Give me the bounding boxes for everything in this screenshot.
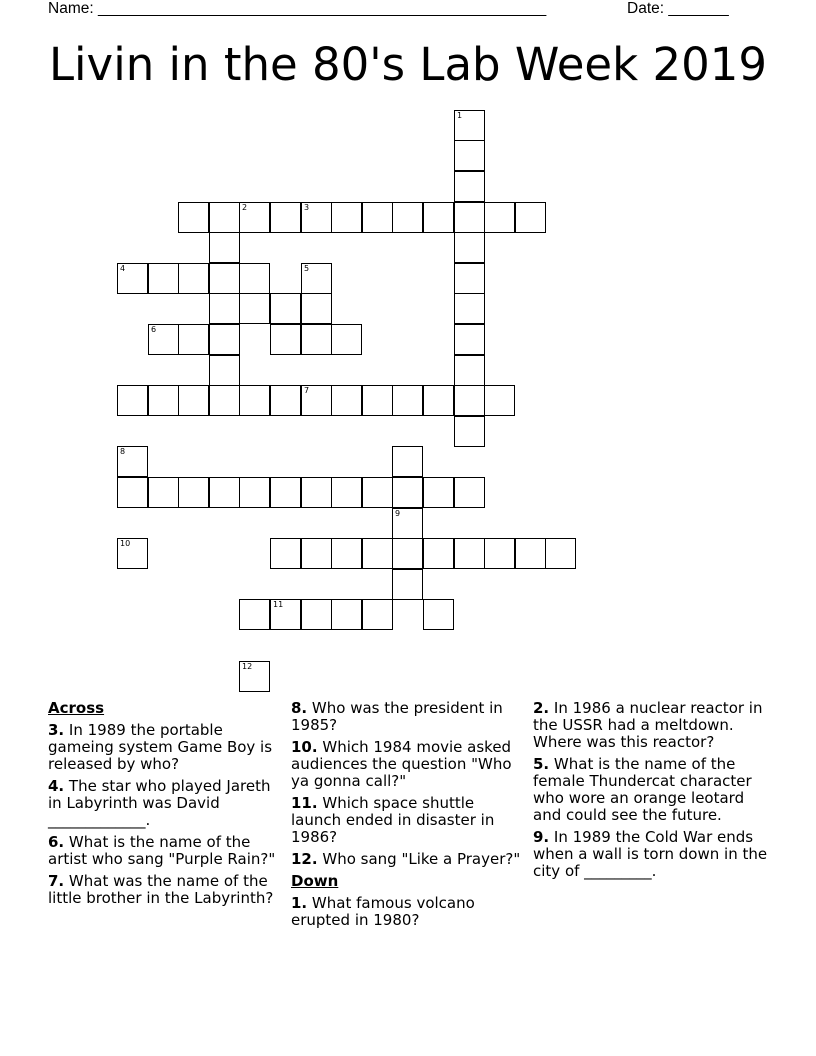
grid-cell[interactable] xyxy=(362,538,393,569)
grid-cell[interactable] xyxy=(117,538,148,569)
clue-number-label: 8 xyxy=(120,447,126,456)
clue-number: 4. xyxy=(48,777,65,795)
grid-cell[interactable] xyxy=(178,202,209,233)
grid-cell[interactable] xyxy=(270,385,301,416)
grid-cell[interactable] xyxy=(178,477,209,508)
clue-number-label: 6 xyxy=(151,325,157,334)
across-heading: Across xyxy=(48,699,105,717)
grid-cell[interactable] xyxy=(454,385,485,416)
grid-cell[interactable] xyxy=(454,140,485,171)
clues-column-1 xyxy=(48,700,280,912)
down-heading: Down xyxy=(291,872,339,890)
grid-cell[interactable] xyxy=(239,661,270,692)
clues-column-3 xyxy=(533,700,768,885)
grid-cell[interactable] xyxy=(392,569,423,600)
grid-cell[interactable] xyxy=(239,263,270,294)
grid-cell[interactable] xyxy=(148,385,179,416)
grid-cell[interactable] xyxy=(331,324,362,355)
grid-cell[interactable] xyxy=(239,293,270,324)
grid-cell[interactable] xyxy=(301,385,332,416)
grid-cell[interactable] xyxy=(362,202,393,233)
grid-cell[interactable] xyxy=(270,599,301,630)
grid-cell[interactable] xyxy=(117,385,148,416)
page-title: Livin in the 80's Lab Week 2019 xyxy=(48,38,768,91)
grid-cell[interactable] xyxy=(117,263,148,294)
grid-cell[interactable] xyxy=(117,477,148,508)
grid-cell[interactable] xyxy=(423,538,454,569)
grid-cell[interactable] xyxy=(301,263,332,294)
grid-cell[interactable] xyxy=(423,385,454,416)
date-field-label: Date: _______ xyxy=(627,0,729,17)
grid-cell[interactable] xyxy=(301,477,332,508)
grid-cell[interactable] xyxy=(239,385,270,416)
clue-text: The star who played Jareth in Labyrinth was David _____________. xyxy=(48,777,271,829)
grid-cell[interactable] xyxy=(209,202,240,233)
clue-text: In 1986 a nuclear reactor in the USSR had a meltdown. Where was this reactor? xyxy=(533,699,763,751)
grid-cell[interactable] xyxy=(454,202,485,233)
grid-cell[interactable] xyxy=(148,263,179,294)
grid-cell[interactable] xyxy=(545,538,576,569)
grid-cell[interactable] xyxy=(178,324,209,355)
grid-cell[interactable] xyxy=(362,599,393,630)
grid-cell[interactable] xyxy=(454,171,485,202)
clue-number-label: 10 xyxy=(120,539,131,548)
clue-number: 6. xyxy=(48,833,65,851)
across-clue xyxy=(48,834,280,868)
clue-number-label: 9 xyxy=(395,509,401,518)
grid-cell[interactable] xyxy=(301,202,332,233)
down-clue xyxy=(533,829,768,880)
grid-cell[interactable] xyxy=(362,385,393,416)
grid-cell[interactable] xyxy=(270,202,301,233)
name-field-label: Name: ____________________________________________________ xyxy=(48,0,547,17)
grid-cell[interactable] xyxy=(392,538,423,569)
clue-number-label: 1 xyxy=(457,111,463,120)
grid-cell[interactable] xyxy=(515,202,546,233)
clue-number-label: 3 xyxy=(304,203,310,212)
grid-cell[interactable] xyxy=(484,538,515,569)
grid-cell[interactable] xyxy=(454,355,485,386)
across-clue xyxy=(48,873,280,907)
grid-cell[interactable] xyxy=(392,202,423,233)
clue-text: What is the name of the artist who sang "Purple Rain?" xyxy=(48,833,276,868)
clue-text: What was the name of the little brother in the Labyrinth? xyxy=(48,872,274,907)
grid-cell[interactable] xyxy=(301,324,332,355)
grid-cell[interactable] xyxy=(423,202,454,233)
clue-number-label: 2 xyxy=(242,203,248,212)
grid-cell[interactable] xyxy=(209,324,240,355)
across-clue xyxy=(291,851,521,868)
across-clue xyxy=(48,722,280,773)
down-clue xyxy=(291,895,521,929)
grid-cell[interactable] xyxy=(209,385,240,416)
clue-text: Which space shuttle launch ended in disaster in 1986? xyxy=(291,794,495,846)
grid-cell[interactable] xyxy=(301,538,332,569)
grid-cell[interactable] xyxy=(392,508,423,539)
grid-cell[interactable] xyxy=(239,599,270,630)
clue-text: Who sang "Like a Prayer?" xyxy=(322,850,521,868)
grid-cell[interactable] xyxy=(454,232,485,263)
clue-number: 8. xyxy=(291,699,308,717)
grid-cell[interactable] xyxy=(239,202,270,233)
grid-cell[interactable] xyxy=(239,477,270,508)
clue-text: Who was the president in 1985? xyxy=(291,699,503,734)
grid-cell[interactable] xyxy=(270,538,301,569)
grid-cell[interactable] xyxy=(209,477,240,508)
grid-cell[interactable] xyxy=(454,324,485,355)
grid-cell[interactable] xyxy=(148,324,179,355)
grid-cell[interactable] xyxy=(270,324,301,355)
grid-cell[interactable] xyxy=(392,477,423,508)
clue-number: 1. xyxy=(291,894,308,912)
clue-number-label: 11 xyxy=(273,600,284,609)
clue-number-label: 12 xyxy=(242,662,253,671)
grid-cell[interactable] xyxy=(331,202,362,233)
grid-cell[interactable] xyxy=(454,110,485,141)
grid-cell[interactable] xyxy=(454,263,485,294)
grid-cell[interactable] xyxy=(301,293,332,324)
clue-text: Which 1984 movie asked audiences the question "Who ya gonna call?" xyxy=(291,738,512,790)
grid-cell[interactable] xyxy=(484,202,515,233)
grid-cell[interactable] xyxy=(454,293,485,324)
clues-column-2 xyxy=(291,700,521,934)
grid-cell[interactable] xyxy=(209,355,240,386)
grid-cell[interactable] xyxy=(454,538,485,569)
grid-cell[interactable] xyxy=(331,477,362,508)
grid-cell[interactable] xyxy=(515,538,546,569)
clue-number: 9. xyxy=(533,828,550,846)
clue-text: What is the name of the female Thundercat character who wore an orange leotard and could see the future. xyxy=(533,755,752,824)
clue-number: 2. xyxy=(533,699,550,717)
grid-cell[interactable] xyxy=(362,477,393,508)
clue-text: In 1989 the Cold War ends when a wall is torn down in the city of _________. xyxy=(533,828,768,880)
grid-cell[interactable] xyxy=(423,477,454,508)
grid-cell[interactable] xyxy=(178,263,209,294)
grid-cell[interactable] xyxy=(148,477,179,508)
across-clue xyxy=(291,795,521,846)
down-clue xyxy=(533,700,768,751)
clue-text: What famous volcano erupted in 1980? xyxy=(291,894,475,929)
grid-cell[interactable] xyxy=(209,263,240,294)
across-clue xyxy=(48,778,280,829)
grid-cell[interactable] xyxy=(331,599,362,630)
clue-text: In 1989 the portable gameing system Game Boy is released by who? xyxy=(48,721,273,773)
down-clue xyxy=(533,756,768,824)
clue-number: 7. xyxy=(48,872,65,890)
clue-number-label: 7 xyxy=(304,386,310,395)
grid-cell[interactable] xyxy=(209,293,240,324)
clue-number-label: 5 xyxy=(304,264,310,273)
grid-cell[interactable] xyxy=(178,385,209,416)
grid-cell[interactable] xyxy=(270,293,301,324)
grid-cell[interactable] xyxy=(117,446,148,477)
clue-number: 5. xyxy=(533,755,550,773)
across-clue xyxy=(291,700,521,734)
clue-number: 12. xyxy=(291,850,318,868)
grid-cell[interactable] xyxy=(392,385,423,416)
clue-number: 10. xyxy=(291,738,318,756)
grid-cell[interactable] xyxy=(392,446,423,477)
grid-cell[interactable] xyxy=(454,416,485,447)
grid-cell[interactable] xyxy=(454,477,485,508)
grid-cell[interactable] xyxy=(209,232,240,263)
grid-cell[interactable] xyxy=(331,538,362,569)
grid-cell[interactable] xyxy=(423,599,454,630)
grid-cell[interactable] xyxy=(484,385,515,416)
grid-cell[interactable] xyxy=(331,385,362,416)
clue-number: 11. xyxy=(291,794,318,812)
grid-cell[interactable] xyxy=(301,599,332,630)
clue-number-label: 4 xyxy=(120,264,126,273)
across-clue xyxy=(291,739,521,790)
grid-cell[interactable] xyxy=(270,477,301,508)
clue-number: 3. xyxy=(48,721,65,739)
